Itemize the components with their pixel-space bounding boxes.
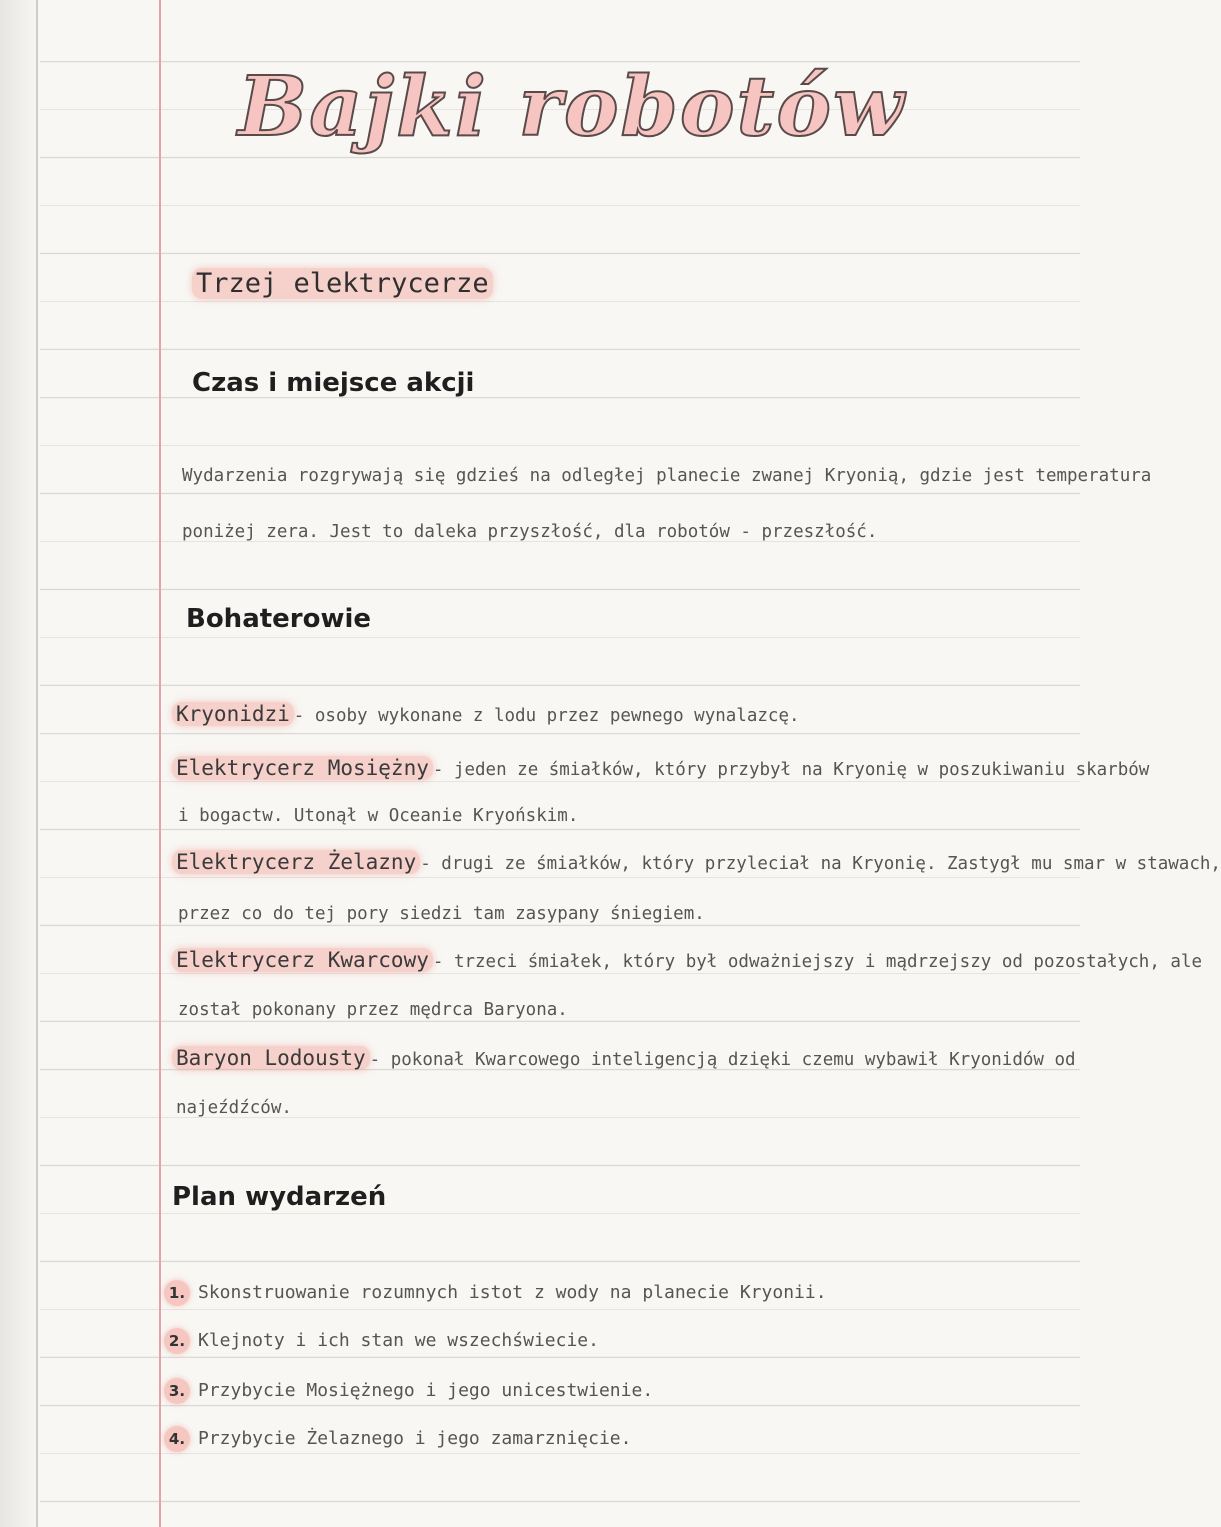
character-desc: - osoby wykonane z lodu przez pewnego wynalazcę. <box>293 706 800 726</box>
setting-line-1: Wydarzenia rozgrywają się gdzieś na odległej planecie zwanej Kryonią, gdzie jest temperatura <box>182 466 1152 486</box>
plan-item-number: 4. <box>164 1426 190 1452</box>
plan-item <box>164 1378 653 1404</box>
plan-item-text: Przybycie Żelaznego i jego zamarznięcie. <box>198 1428 632 1449</box>
character-desc: - trzeci śmiałek, który był odważniejszy i mądrzejszy od pozostałych, ale <box>432 952 1202 972</box>
character-term: Elektrycerz Żelazny <box>172 850 420 874</box>
setting-paragraph <box>182 466 1152 556</box>
subtitle-text: Trzej elektrycerze <box>192 268 493 299</box>
plan-item-number: 3. <box>164 1378 190 1404</box>
subtitle <box>192 264 493 304</box>
plan-item-text: Klejnoty i ich stan we wszechświecie. <box>198 1330 599 1351</box>
character-kwarcowy <box>172 948 1202 972</box>
character-term: Elektrycerz Mosiężny <box>172 756 433 780</box>
character-desc: - pokonał Kwarcowego inteligencją dzięki czemu wybawił Kryonidów od <box>369 1050 1076 1070</box>
binding-edge <box>36 0 38 1527</box>
plan-item <box>164 1426 631 1452</box>
notebook-binding <box>0 0 40 1527</box>
margin-line <box>159 0 161 1527</box>
character-mosiezny-cont: i bogactw. Utonął w Oceanie Kryońskim. <box>178 806 579 826</box>
characters-heading: Bohaterowie <box>186 604 372 634</box>
character-term: Elektrycerz Kwarcowy <box>172 948 433 972</box>
setting-line-2: poniżej zera. Jest to daleka przyszłość, dla robotów - przeszłość. <box>182 522 878 542</box>
character-kryonidzi <box>172 702 800 726</box>
character-term: Baryon Lodousty <box>172 1046 370 1070</box>
setting-heading: Czas i miejsce akcji <box>192 368 475 398</box>
plan-item-text: Przybycie Mosiężnego i jego unicestwienie. <box>198 1380 654 1401</box>
plan-item <box>164 1328 599 1354</box>
character-zelazny <box>172 850 1221 874</box>
plan-item-number: 1. <box>164 1280 190 1306</box>
plan-heading: Plan wydarzeń <box>172 1182 387 1212</box>
character-baryon-cont: najeźdźców. <box>176 1098 292 1118</box>
plan-item-text: Skonstruowanie rozumnych istot z wody na planecie Kryonii. <box>198 1282 827 1303</box>
character-desc: - drugi ze śmiałków, który przyleciał na Kryonię. Zastygł mu smar w stawach, <box>420 854 1221 874</box>
character-baryon <box>172 1046 1076 1070</box>
character-kwarcowy-cont: został pokonany przez mędrca Baryona. <box>178 1000 568 1020</box>
plan-item-number: 2. <box>164 1328 190 1354</box>
character-mosiezny <box>172 756 1149 780</box>
page-title: Bajki robotów <box>238 59 906 155</box>
character-desc: - jeden ze śmiałków, który przybył na Kryonię w poszukiwaniu skarbów <box>432 760 1150 780</box>
character-zelazny-cont: przez co do tej pory siedzi tam zasypany śniegiem. <box>178 904 705 924</box>
plan-item <box>164 1280 827 1306</box>
character-term: Kryonidzi <box>172 702 294 726</box>
